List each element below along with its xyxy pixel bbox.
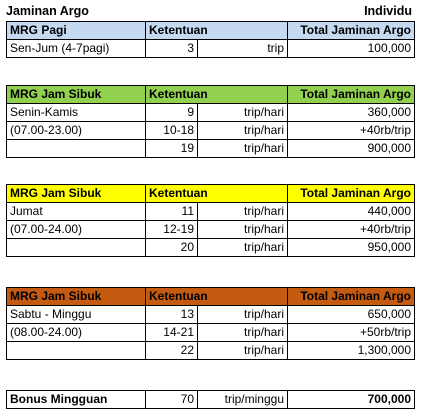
table-row (7, 122, 415, 140)
table-header-row (7, 22, 415, 40)
table-row (7, 342, 415, 360)
hours-cell: (07.00-24.00) (7, 221, 146, 239)
total-cell: 360,000 (288, 104, 415, 122)
trips-cell: 10-18 (146, 122, 198, 140)
header-ketentuan: Ketentuan (146, 86, 288, 104)
table-row (7, 239, 415, 257)
trips-cell: 11 (146, 203, 198, 221)
unit-cell: trip/hari (198, 306, 288, 324)
header-total: Total Jaminan Argo (288, 22, 415, 40)
table-row (7, 221, 415, 239)
unit-cell: trip/hari (198, 122, 288, 140)
total-cell: 700,000 (288, 391, 415, 409)
page-title: Jaminan Argo (6, 4, 89, 18)
title-row (6, 4, 412, 20)
table-row (7, 104, 415, 122)
unit-cell: trip/hari (198, 203, 288, 221)
unit-cell: trip/hari (198, 342, 288, 360)
total-cell: 650,000 (288, 306, 415, 324)
table-header-row (7, 86, 415, 104)
header-mrg-jam-sibuk: MRG Jam Sibuk (7, 288, 146, 306)
bonus-label: Bonus Mingguan (7, 391, 146, 409)
table-bonus (6, 390, 415, 409)
header-ketentuan: Ketentuan (146, 22, 288, 40)
trips-cell: 3 (146, 40, 198, 58)
trips-cell: 20 (146, 239, 198, 257)
hours-cell: (07.00-23.00) (7, 122, 146, 140)
header-total: Total Jaminan Argo (288, 288, 415, 306)
total-cell: 900,000 (288, 140, 415, 158)
day-cell: Jumat (7, 203, 146, 221)
trips-cell: 13 (146, 306, 198, 324)
day-cell: Senin-Kamis (7, 104, 146, 122)
unit-cell: trip/hari (198, 104, 288, 122)
header-mrg-jam-sibuk: MRG Jam Sibuk (7, 86, 146, 104)
unit-cell: trip/hari (198, 140, 288, 158)
total-cell: +50rb/trip (288, 324, 415, 342)
header-ketentuan: Ketentuan (146, 288, 288, 306)
total-cell: 440,000 (288, 203, 415, 221)
empty-cell (7, 140, 146, 158)
total-cell: +40rb/trip (288, 221, 415, 239)
table-jumat (6, 184, 415, 257)
header-total: Total Jaminan Argo (288, 185, 415, 203)
table-sabtu-minggu (6, 287, 415, 360)
header-mrg-jam-sibuk: MRG Jam Sibuk (7, 185, 146, 203)
trips-cell: 9 (146, 104, 198, 122)
total-cell: 950,000 (288, 239, 415, 257)
header-total: Total Jaminan Argo (288, 86, 415, 104)
empty-cell (7, 342, 146, 360)
table-row (7, 306, 415, 324)
day-cell: Sabtu - Minggu (7, 306, 146, 324)
trips-cell: 19 (146, 140, 198, 158)
unit-cell: trip/hari (198, 221, 288, 239)
table-header-row (7, 185, 415, 203)
trips-cell: 14-21 (146, 324, 198, 342)
table-row (7, 40, 415, 58)
trips-cell: 22 (146, 342, 198, 360)
table-row (7, 391, 415, 409)
total-cell: 1,300,000 (288, 342, 415, 360)
table-row (7, 203, 415, 221)
unit-cell: trip/minggu (198, 391, 288, 409)
period-cell: Sen-Jum (4-7pagi) (7, 40, 146, 58)
header-ketentuan: Ketentuan (146, 185, 288, 203)
header-mrg-pagi: MRG Pagi (7, 22, 146, 40)
trips-cell: 12-19 (146, 221, 198, 239)
scope-label: Individu (364, 4, 412, 18)
unit-cell: trip (198, 40, 288, 58)
table-row (7, 324, 415, 342)
unit-cell: trip/hari (198, 324, 288, 342)
table-senin-kamis (6, 85, 415, 158)
trips-cell: 70 (146, 391, 198, 409)
table-row (7, 140, 415, 158)
hours-cell: (08.00-24.00) (7, 324, 146, 342)
empty-cell (7, 239, 146, 257)
table-mrg-pagi (6, 21, 415, 58)
total-cell: 100,000 (288, 40, 415, 58)
total-cell: +40rb/trip (288, 122, 415, 140)
unit-cell: trip/hari (198, 239, 288, 257)
table-header-row (7, 288, 415, 306)
